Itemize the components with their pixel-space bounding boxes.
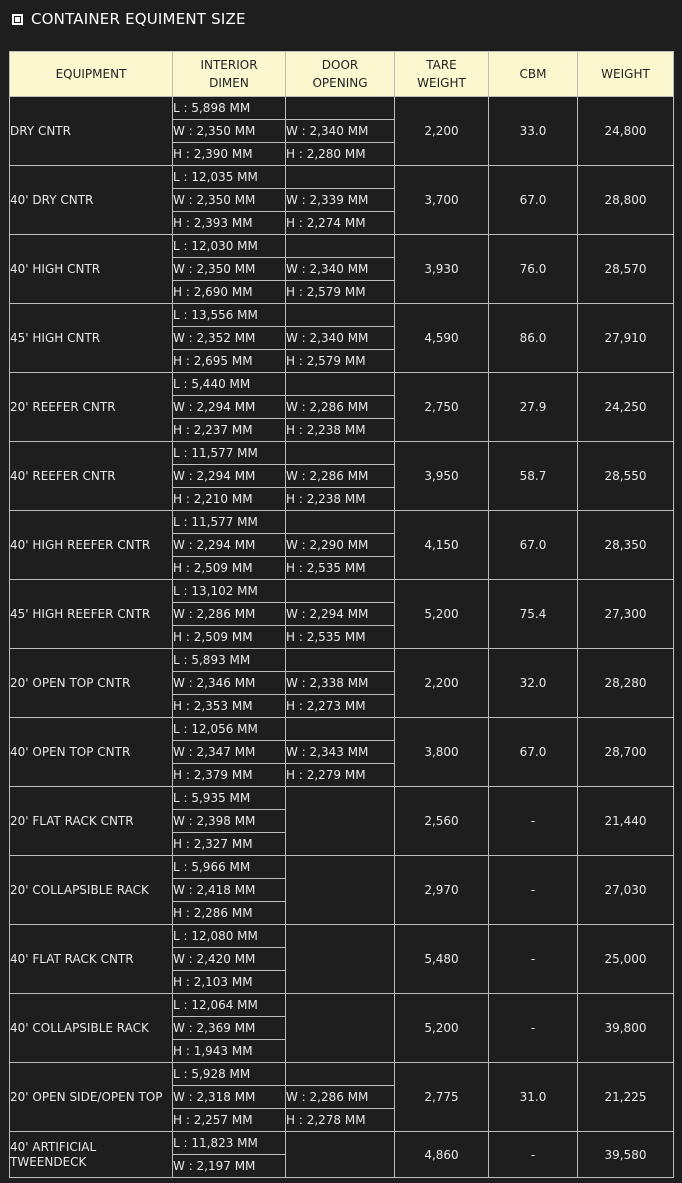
door-empty-cell [286,925,395,994]
equipment-cell: 20' FLAT RACK CNTR [10,787,173,856]
table-body [10,97,674,1178]
door-height-cell: H : 2,273 MM [286,695,395,718]
tare-weight-cell: 3,950 [395,442,489,511]
interior-height-cell: H : 2,393 MM [173,212,286,235]
door-empty-cell [286,235,395,258]
door-width-cell: W : 2,340 MM [286,258,395,281]
tare-weight-cell: 3,930 [395,235,489,304]
door-height-cell: H : 2,279 MM [286,764,395,787]
equipment-cell: 40' ARTIFICIAL TWEENDECK [10,1132,173,1178]
interior-height-cell: H : 2,353 MM [173,695,286,718]
tare-weight-cell: 3,800 [395,718,489,787]
table-row [10,580,674,603]
cbm-cell: 75.4 [489,580,578,649]
tare-weight-cell: 2,750 [395,373,489,442]
interior-width-cell: W : 2,286 MM [173,603,286,626]
cbm-cell: 86.0 [489,304,578,373]
door-width-cell: W : 2,339 MM [286,189,395,212]
page-title [12,8,246,30]
table-row [10,856,674,879]
equipment-cell: 20' OPEN SIDE/OPEN TOP [10,1063,173,1132]
interior-width-cell: W : 2,350 MM [173,189,286,212]
equipment-cell: 40' HIGH REEFER CNTR [10,511,173,580]
table-row [10,373,674,396]
door-empty-cell [286,97,395,120]
door-height-cell: H : 2,579 MM [286,350,395,373]
cbm-cell: - [489,925,578,994]
equipment-cell: 40' COLLAPSIBLE RACK [10,994,173,1063]
cbm-cell: - [489,787,578,856]
interior-width-cell: W : 2,352 MM [173,327,286,350]
door-empty-cell [286,442,395,465]
table-row [10,994,674,1017]
interior-width-cell: W : 2,294 MM [173,396,286,419]
equipment-cell: 45' HIGH REEFER CNTR [10,580,173,649]
interior-length-cell: L : 12,030 MM [173,235,286,258]
interior-length-cell: L : 12,080 MM [173,925,286,948]
interior-width-cell: W : 2,350 MM [173,258,286,281]
table-row [10,442,674,465]
door-empty-cell [286,856,395,925]
table-header-row [10,52,674,97]
door-width-cell: W : 2,294 MM [286,603,395,626]
cbm-cell: 31.0 [489,1063,578,1132]
door-width-cell: W : 2,286 MM [286,465,395,488]
interior-height-cell: H : 2,690 MM [173,281,286,304]
interior-length-cell: L : 5,898 MM [173,97,286,120]
header-weight: WEIGHT [578,52,674,97]
header-tare-weight: TARE WEIGHT [395,52,489,97]
door-height-cell: H : 2,238 MM [286,488,395,511]
door-height-cell: H : 2,274 MM [286,212,395,235]
equipment-cell: DRY CNTR [10,97,173,166]
weight-cell: 27,300 [578,580,674,649]
interior-length-cell: L : 12,064 MM [173,994,286,1017]
door-height-cell: H : 2,278 MM [286,1109,395,1132]
interior-height-cell: H : 2,210 MM [173,488,286,511]
table-row [10,925,674,948]
interior-height-cell: H : 2,327 MM [173,833,286,856]
tare-weight-cell: 3,700 [395,166,489,235]
cbm-cell: 33.0 [489,97,578,166]
tare-weight-cell: 4,860 [395,1132,489,1178]
interior-width-cell: W : 2,369 MM [173,1017,286,1040]
weight-cell: 27,910 [578,304,674,373]
cbm-cell: 27.9 [489,373,578,442]
interior-height-cell: H : 2,257 MM [173,1109,286,1132]
cbm-cell: 32.0 [489,649,578,718]
tare-weight-cell: 4,590 [395,304,489,373]
tare-weight-cell: 4,150 [395,511,489,580]
table-row [10,166,674,189]
table-row [10,787,674,810]
interior-length-cell: L : 11,577 MM [173,442,286,465]
door-empty-cell [286,373,395,396]
cbm-cell: 67.0 [489,511,578,580]
cbm-cell: 67.0 [489,166,578,235]
table-row [10,97,674,120]
cbm-cell: 58.7 [489,442,578,511]
interior-length-cell: L : 5,928 MM [173,1063,286,1086]
interior-length-cell: L : 11,577 MM [173,511,286,534]
table-row [10,1132,674,1155]
tare-weight-cell: 2,200 [395,649,489,718]
interior-width-cell: W : 2,347 MM [173,741,286,764]
header-door-opening: DOOR OPENING [286,52,395,97]
interior-width-cell: W : 2,318 MM [173,1086,286,1109]
interior-length-cell: L : 12,056 MM [173,718,286,741]
tare-weight-cell: 2,775 [395,1063,489,1132]
weight-cell: 21,225 [578,1063,674,1132]
weight-cell: 39,580 [578,1132,674,1178]
table-row [10,718,674,741]
interior-height-cell: H : 2,103 MM [173,971,286,994]
door-width-cell: W : 2,340 MM [286,327,395,350]
equipment-cell: 40' HIGH CNTR [10,235,173,304]
tare-weight-cell: 2,970 [395,856,489,925]
interior-length-cell: L : 11,823 MM [173,1132,286,1155]
equipment-cell: 40' OPEN TOP CNTR [10,718,173,787]
table-row [10,235,674,258]
door-height-cell: H : 2,535 MM [286,557,395,580]
weight-cell: 28,700 [578,718,674,787]
door-width-cell: W : 2,286 MM [286,396,395,419]
interior-length-cell: L : 5,893 MM [173,649,286,672]
container-size-table [9,51,674,1178]
weight-cell: 28,350 [578,511,674,580]
square-bullet-icon [12,14,23,25]
tare-weight-cell: 2,560 [395,787,489,856]
cbm-cell: 76.0 [489,235,578,304]
interior-width-cell: W : 2,294 MM [173,465,286,488]
door-empty-cell [286,511,395,534]
weight-cell: 25,000 [578,925,674,994]
weight-cell: 39,800 [578,994,674,1063]
interior-height-cell: H : 2,379 MM [173,764,286,787]
weight-cell: 24,800 [578,97,674,166]
equipment-cell: 45' HIGH CNTR [10,304,173,373]
interior-length-cell: L : 13,102 MM [173,580,286,603]
door-height-cell: H : 2,280 MM [286,143,395,166]
table-row [10,304,674,327]
cbm-cell: - [489,994,578,1063]
door-empty-cell [286,1063,395,1086]
interior-height-cell: H : 2,237 MM [173,419,286,442]
door-empty-cell [286,649,395,672]
door-height-cell: H : 2,238 MM [286,419,395,442]
door-empty-cell [286,1132,395,1178]
interior-width-cell: W : 2,197 MM [173,1155,286,1178]
weight-cell: 24,250 [578,373,674,442]
equipment-cell: 40' REEFER CNTR [10,442,173,511]
interior-width-cell: W : 2,350 MM [173,120,286,143]
equipment-cell: 20' REEFER CNTR [10,373,173,442]
equipment-cell: 40' DRY CNTR [10,166,173,235]
cbm-cell: - [489,856,578,925]
door-empty-cell [286,580,395,603]
equipment-cell: 20' OPEN TOP CNTR [10,649,173,718]
door-height-cell: H : 2,535 MM [286,626,395,649]
door-width-cell: W : 2,340 MM [286,120,395,143]
interior-length-cell: L : 13,556 MM [173,304,286,327]
header-equipment: EQUIPMENT [10,52,173,97]
interior-length-cell: L : 5,966 MM [173,856,286,879]
header-cbm: CBM [489,52,578,97]
door-empty-cell [286,787,395,856]
interior-width-cell: W : 2,346 MM [173,672,286,695]
interior-height-cell: H : 2,509 MM [173,626,286,649]
door-width-cell: W : 2,290 MM [286,534,395,557]
door-empty-cell [286,304,395,327]
interior-length-cell: L : 12,035 MM [173,166,286,189]
table-row [10,511,674,534]
weight-cell: 28,800 [578,166,674,235]
tare-weight-cell: 5,200 [395,994,489,1063]
weight-cell: 21,440 [578,787,674,856]
door-height-cell: H : 2,579 MM [286,281,395,304]
interior-length-cell: L : 5,935 MM [173,787,286,810]
equipment-cell: 20' COLLAPSIBLE RACK [10,856,173,925]
interior-width-cell: W : 2,398 MM [173,810,286,833]
weight-cell: 28,550 [578,442,674,511]
door-width-cell: W : 2,343 MM [286,741,395,764]
tare-weight-cell: 2,200 [395,97,489,166]
interior-height-cell: H : 2,390 MM [173,143,286,166]
weight-cell: 28,570 [578,235,674,304]
page-title-text: CONTAINER EQUIMENT SIZE [31,10,246,28]
interior-width-cell: W : 2,418 MM [173,879,286,902]
interior-height-cell: H : 2,509 MM [173,557,286,580]
interior-height-cell: H : 2,286 MM [173,902,286,925]
door-width-cell: W : 2,338 MM [286,672,395,695]
interior-width-cell: W : 2,420 MM [173,948,286,971]
tare-weight-cell: 5,480 [395,925,489,994]
door-width-cell: W : 2,286 MM [286,1086,395,1109]
interior-length-cell: L : 5,440 MM [173,373,286,396]
weight-cell: 28,280 [578,649,674,718]
cbm-cell: - [489,1132,578,1178]
table-row [10,649,674,672]
header-interior-dimen: INTERIOR DIMEN [173,52,286,97]
cbm-cell: 67.0 [489,718,578,787]
door-empty-cell [286,718,395,741]
tare-weight-cell: 5,200 [395,580,489,649]
interior-width-cell: W : 2,294 MM [173,534,286,557]
interior-height-cell: H : 1,943 MM [173,1040,286,1063]
weight-cell: 27,030 [578,856,674,925]
interior-height-cell: H : 2,695 MM [173,350,286,373]
door-empty-cell [286,994,395,1063]
door-empty-cell [286,166,395,189]
equipment-cell: 40' FLAT RACK CNTR [10,925,173,994]
table-row [10,1063,674,1086]
